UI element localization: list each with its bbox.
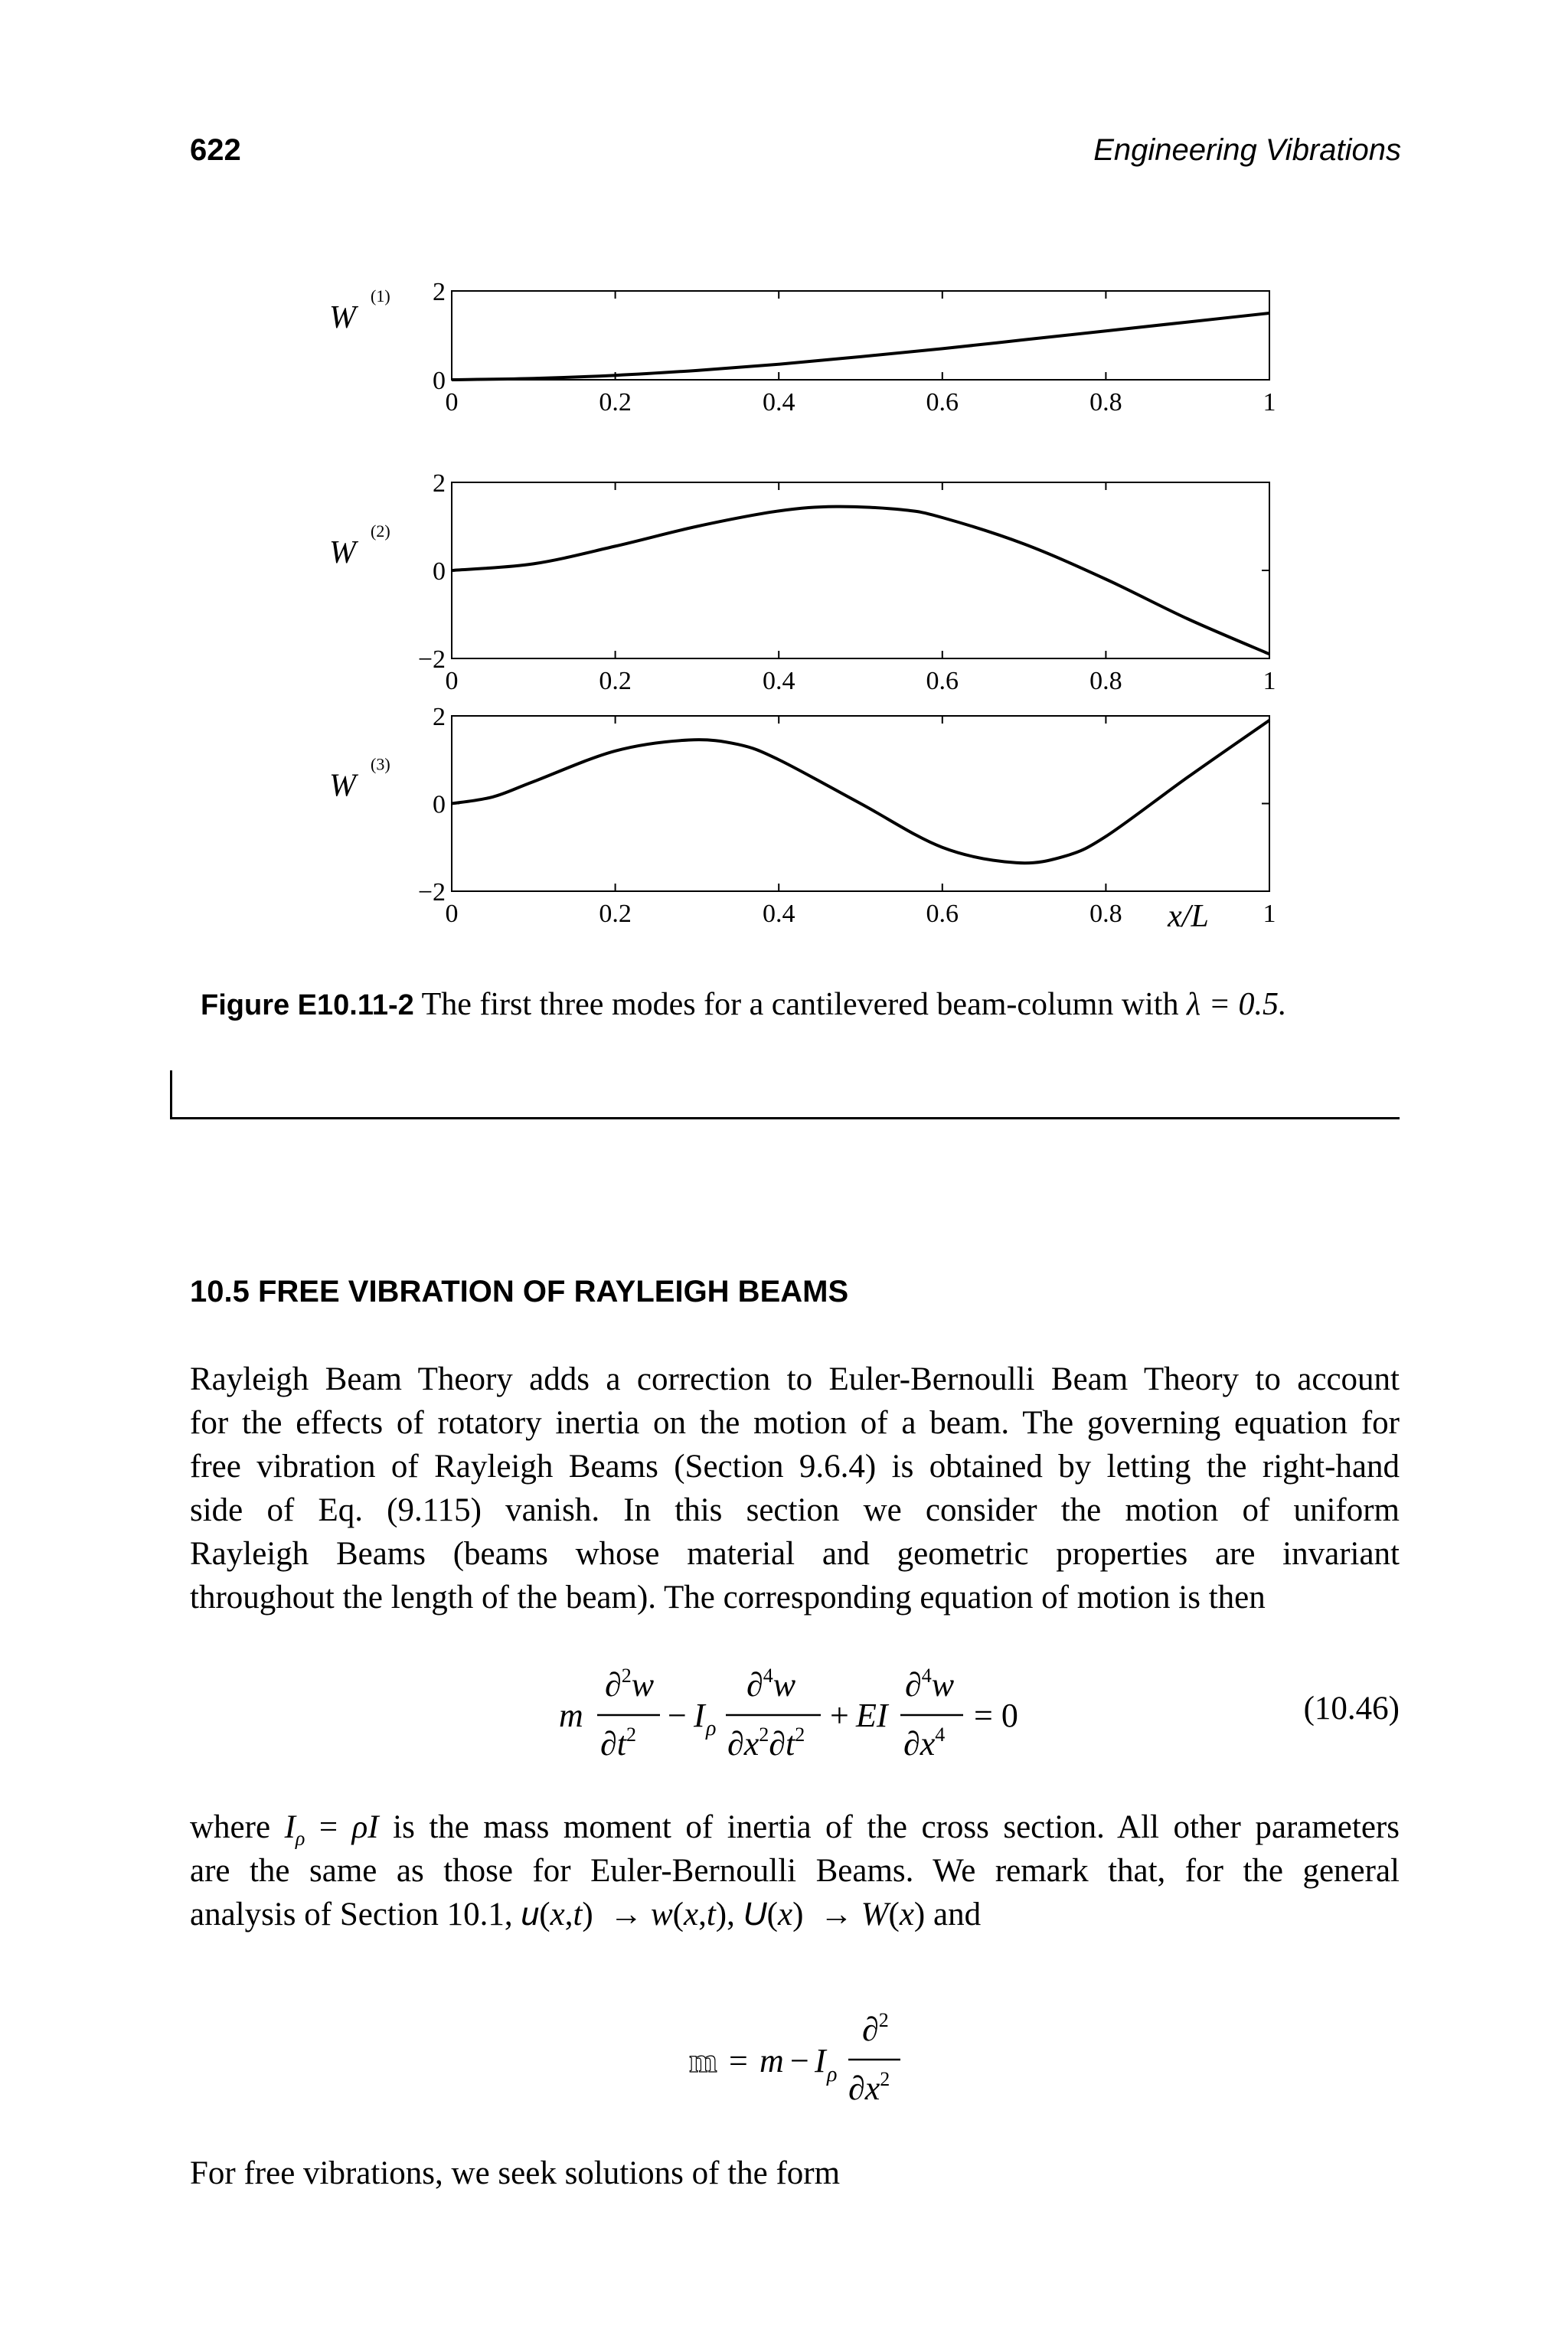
plot-frame [452, 482, 1269, 658]
svg-text:= 0: = 0 [974, 1697, 1018, 1734]
mode-curve-1 [452, 313, 1269, 380]
svg-text:I: I [694, 1697, 705, 1734]
x-tick-label: 0.2 [599, 900, 632, 928]
svg-text:∂4w: ∂$^4$w [905, 1665, 955, 1704]
y-tick-label: 0 [433, 367, 446, 395]
equation-number: (10.46) [1303, 1691, 1400, 1727]
y-tick-label: −2 [417, 878, 446, 907]
paragraph-free-vibration [190, 2151, 1400, 2195]
mode-plot-2 [329, 469, 1276, 695]
mode-plot-1 [329, 278, 1276, 417]
x-tick-label: 0.4 [762, 388, 795, 417]
mode-plot-3 [329, 703, 1276, 928]
caption-math: λ = 0.5. [1187, 987, 1287, 1022]
inline-math-mapping: u(x,t) → w(x,t), U(x) → W(x) [521, 1896, 926, 1933]
text-line [190, 1893, 1400, 1936]
page-number: 622 [190, 133, 241, 167]
y-tick-label: 2 [433, 469, 446, 498]
text-line: free vibration of Rayleigh Beams (Section 9.6.4) is obtained by letting the right-hand [190, 1449, 1400, 1485]
x-axis-label: x/L [1168, 899, 1209, 934]
text-fragment: and [925, 1897, 982, 1933]
text-line: side of Eq. (9.115) vanish. In this section we consider the motion of uniform [190, 1492, 1400, 1528]
inline-math-i-rho: $I_\rho = \rho I$ [284, 1809, 379, 1850]
svg-text:∂x2: $\partial x^2$ [848, 2068, 890, 2107]
svg-text:+: + [830, 1697, 849, 1734]
text-fragment: where [190, 1809, 285, 1845]
x-tick-label: 1 [1263, 900, 1276, 928]
svg-text:−: − [790, 2042, 809, 2080]
y-axis-label-superscript: (3) [371, 754, 390, 774]
section-heading: 10.5 FREE VIBRATION OF RAYLEIGH BEAMS [190, 1275, 849, 1308]
x-tick-label: 0.6 [926, 667, 959, 695]
x-tick-label: 0 [445, 667, 459, 695]
paragraph-parameters [190, 1805, 1400, 1936]
svg-text:∂2: ∂$^2$ [862, 2009, 889, 2048]
svg-text:∂4w: ∂$^4$w [746, 1665, 796, 1704]
svg-text:m: m [559, 1697, 583, 1734]
y-axis-label-superscript: (1) [371, 286, 390, 305]
svg-text:ρ: ρ [706, 1717, 717, 1740]
text-fragment: analysis of Section 10.1, [190, 1897, 521, 1933]
x-tick-label: 0.8 [1089, 900, 1122, 928]
svg-text:∂2w: ∂$^2$w [605, 1665, 655, 1704]
x-tick-label: 0.2 [599, 388, 632, 417]
svg-text:EI: EI [856, 1697, 888, 1734]
svg-text:m: m [760, 2042, 784, 2080]
y-tick-label: 0 [433, 557, 446, 586]
y-tick-label: 2 [433, 278, 446, 306]
svg-text:−: − [668, 1697, 687, 1734]
x-tick-label: 0.4 [762, 900, 795, 928]
x-tick-label: 0.6 [926, 900, 959, 928]
plot-frame [452, 291, 1269, 380]
mode-curve-2 [452, 507, 1269, 655]
text-line: Rayleigh Beams (beams whose material and geometric properties are invariant [190, 1536, 1400, 1572]
x-tick-label: 0 [445, 388, 459, 417]
text-line: are the same as those for Euler-Bernoulli Beams. We remark that, for the general [190, 1853, 1400, 1889]
svg-text:I: I [815, 2042, 826, 2080]
caption-label: Figure E10.11-2 [201, 989, 414, 1021]
text-line: throughout the length of the beam). The corresponding equation of motion is then [190, 1580, 1266, 1616]
mode-shape-figure [0, 0, 1568, 965]
example-end-rule-vertical [170, 1070, 172, 1119]
svg-text:∂x2∂t2: $\partial x^2\partial t^2$ [727, 1723, 805, 1763]
paragraph-rayleigh-intro [190, 1357, 1400, 1619]
x-tick-label: 0.4 [762, 667, 795, 695]
text-line: for the effects of rotatory inertia on the motion of a beam. The governing equation for [190, 1405, 1400, 1441]
caption-text: The first three modes for a cantilevered beam-column with [421, 987, 1187, 1022]
x-tick-label: 0.8 [1089, 388, 1122, 417]
y-tick-label: 2 [433, 703, 446, 731]
text-fragment: is the mass moment of inertia of the cross section. All other parameters [378, 1809, 1400, 1845]
y-axis-label: W [329, 300, 356, 335]
svg-text:∂t2: $\partial t^2$ [600, 1723, 636, 1763]
svg-text:ρ: ρ [827, 2063, 838, 2086]
y-axis-label: W [329, 535, 356, 570]
text-line: Rayleigh Beam Theory adds a correction to Euler-Bernoulli Beam Theory to account [190, 1361, 1400, 1397]
x-tick-label: 0.6 [926, 388, 959, 417]
mode-curve-3 [452, 720, 1269, 863]
figure-caption [201, 986, 1287, 1023]
y-tick-label: 0 [433, 790, 446, 819]
x-tick-label: 0.8 [1089, 667, 1122, 695]
text-line: For free vibrations, we seek solutions of the form [190, 2155, 841, 2191]
y-axis-label-superscript: (2) [371, 521, 390, 541]
running-title: Engineering Vibrations [1093, 133, 1401, 167]
example-end-rule-horizontal [170, 1117, 1400, 1119]
svg-text:m: m [689, 2042, 717, 2080]
x-tick-label: 0 [445, 900, 459, 928]
svg-text:∂x4: $\partial x^4$ [903, 1723, 946, 1763]
y-axis-label: W [329, 768, 356, 804]
svg-text:=: = [729, 2042, 748, 2080]
x-tick-label: 1 [1263, 667, 1276, 695]
x-tick-label: 1 [1263, 388, 1276, 417]
y-tick-label: −2 [417, 645, 446, 674]
x-tick-label: 0.2 [599, 667, 632, 695]
text-line [190, 1805, 1400, 1849]
